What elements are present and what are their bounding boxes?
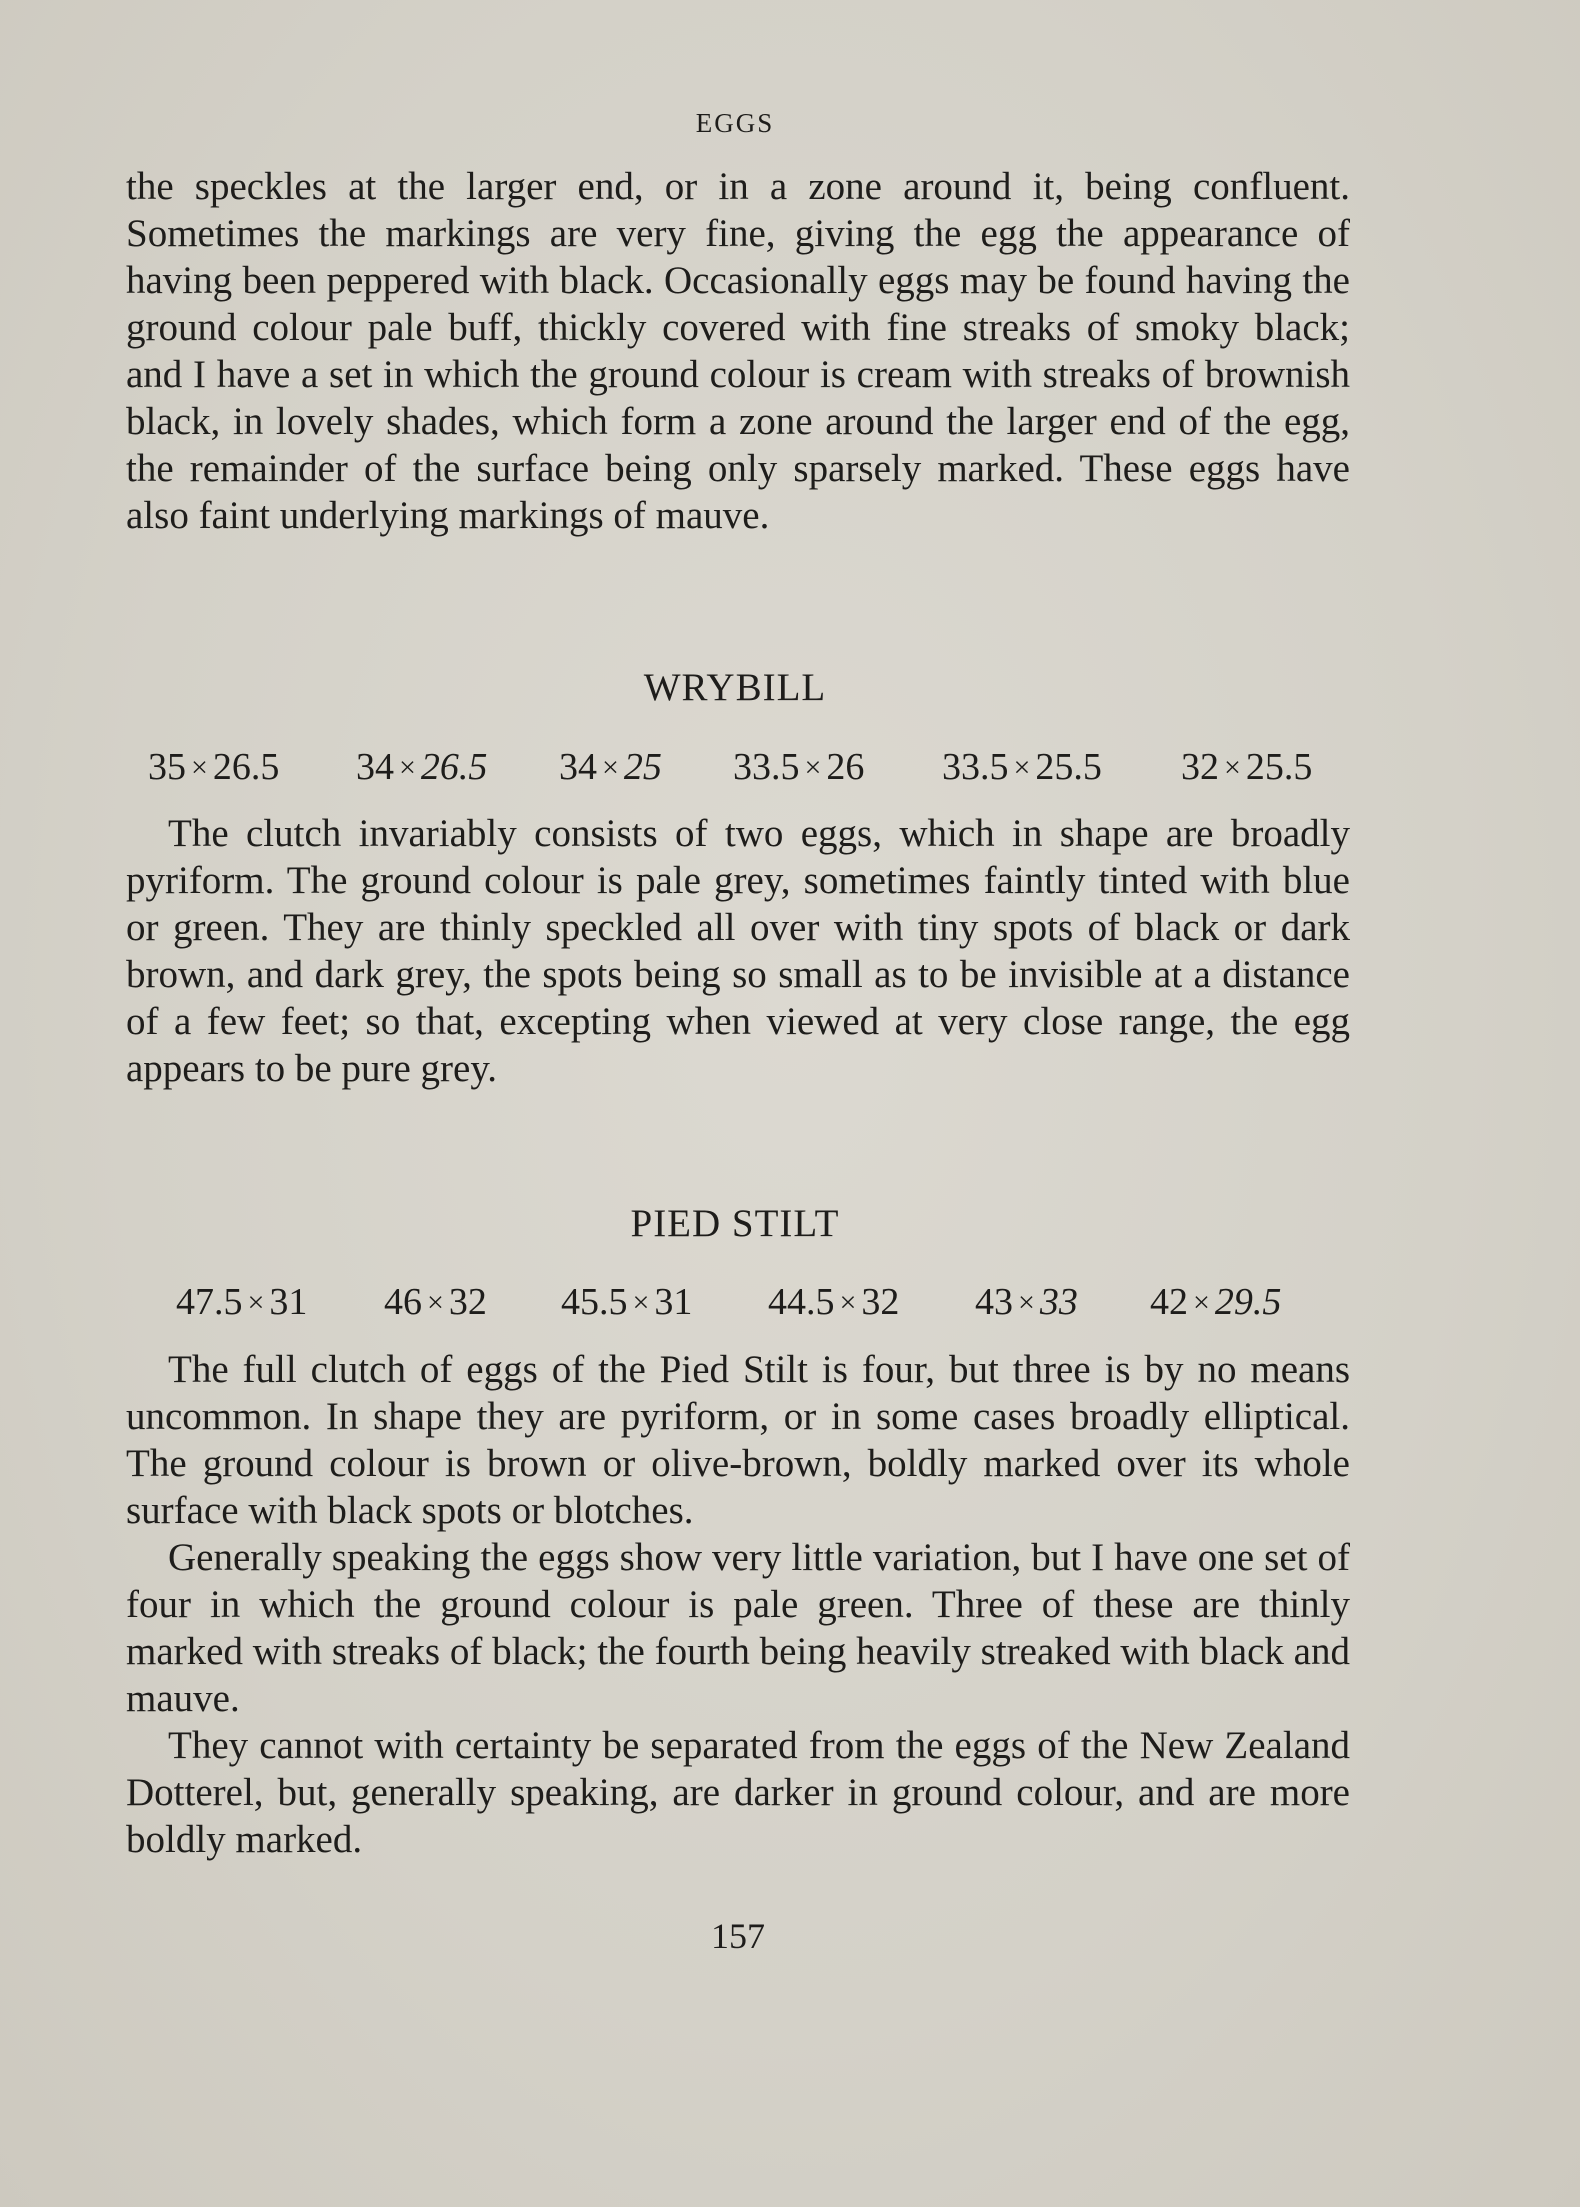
page-number: 157 bbox=[711, 1916, 765, 1956]
pied-stilt-measurement: 44.5 × 32 bbox=[768, 1281, 900, 1323]
pied-stilt-paragraph: The full clutch of eggs of the Pied Stilt is four, but three is by no means uncommon. In shape they are pyriform, or in some cases broadly elliptical. The ground colour is brown or olive-brown, boldly marked over its whole surface with black spots or blotches. bbox=[126, 1348, 1350, 1532]
intro-paragraph-block bbox=[126, 163, 1350, 539]
pied-stilt-measurements bbox=[0, 1280, 1580, 1340]
running-head: EGGS bbox=[695, 108, 775, 138]
wrybill-measurement: 34 × 25 bbox=[559, 746, 662, 788]
pied-stilt-paragraph: They cannot with certainty be separated from the eggs of the New Zealand Dotterel, but, generally speaking, are darker in ground colour, and are more boldly marked. bbox=[126, 1724, 1350, 1861]
pied-stilt-measurement: 47.5 × 31 bbox=[176, 1281, 308, 1323]
wrybill-measurement: 33.5 × 26 bbox=[733, 746, 865, 788]
wrybill-measurement: 33.5 × 25.5 bbox=[942, 746, 1102, 788]
wrybill-measurement: 35 × 26.5 bbox=[148, 746, 280, 788]
pied-stilt-measurement: 46 × 32 bbox=[384, 1281, 487, 1323]
intro-paragraph: the speckles at the larger end, or in a zone around it, being confluent. Sometimes the markings are very fine, giving the egg the appearance of having been peppered with black. Occasionally eggs may be found having the ground colour pale buff, thickly covered with fine streaks of smoky black; and I have a set in which the ground colour is cream with streaks of brownish black, in lovely shades, which form a zone around the larger end of the egg, the remainder of the surface being only sparsely marked. These eggs have also faint underlying markings of mauve. bbox=[126, 165, 1350, 537]
pied-stilt-measurement: 45.5 × 31 bbox=[561, 1281, 693, 1323]
pied-stilt-paragraph: Generally speaking the eggs show very little variation, but I have one set of four in which the ground colour is pale green. Three of these are thinly marked with streaks of black; the fourth being heavily streaked with black and mauve. bbox=[126, 1536, 1350, 1720]
wrybill-measurement: 34 × 26.5 bbox=[356, 746, 488, 788]
wrybill-measurement: 32 × 25.5 bbox=[1181, 746, 1313, 788]
wrybill-description bbox=[126, 810, 1350, 1092]
wrybill-heading: WRYBILL bbox=[643, 666, 827, 709]
pied-stilt-measurement: 43 × 33 bbox=[975, 1281, 1078, 1323]
pied-stilt-measurement: 42 × 29.5 bbox=[1150, 1281, 1282, 1323]
pied-stilt-description bbox=[126, 1346, 1350, 1863]
pied-stilt-heading: PIED STILT bbox=[630, 1202, 840, 1245]
wrybill-measurements bbox=[0, 745, 1580, 805]
wrybill-paragraph: The clutch invariably consists of two eggs, which in shape are broadly pyriform. The ground colour is pale grey, sometimes faintly tinted with blue or green. They are thinly speckled all over with tiny spots of black or dark brown, and dark grey, the spots being so small as to be invisible at a distance of a few feet; so that, excepting when viewed at very close range, the egg appears to be pure grey. bbox=[126, 812, 1350, 1090]
